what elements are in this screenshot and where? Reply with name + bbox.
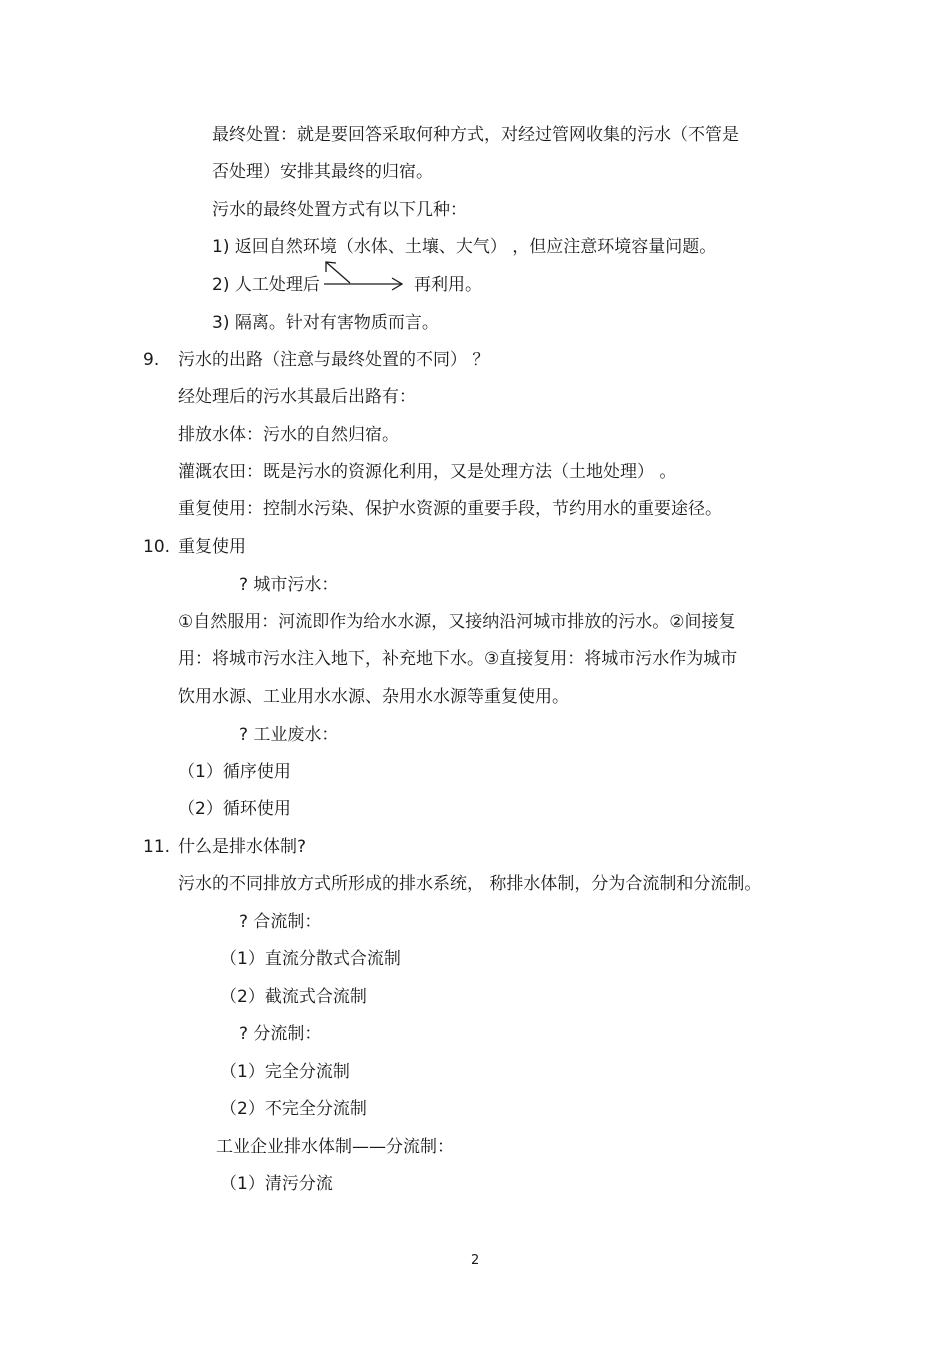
final-disposal-line-1: 最终处置：就是要回答采取何种方式，对经过管网收集的污水（不管是 [212, 125, 739, 145]
q10-title: 重复使用 [178, 537, 246, 557]
q11-industrial-item-1: （1）清污分流 [220, 1174, 333, 1194]
final-disposal-item-3: 3) 隔离。针对有害物质而言。 [212, 313, 439, 333]
q10-city-line-3: 饮用水源、工业用水水源、杂用水水源等重复使用。 [178, 687, 569, 707]
final-disposal-intro: 污水的最终处置方式有以下几种： [212, 200, 467, 220]
q10-industrial-item-2: （2）循环使用 [178, 799, 291, 819]
q10-number: 10. [143, 537, 171, 557]
q10-bullet-industrial: ? 工业废水： [239, 725, 339, 745]
q11-bullet-separate: ? 分流制： [239, 1024, 322, 1044]
q9-outlet-reuse: 重复使用：控制水污染、保护水资源的重要手段，节约用水的重要途径。 [178, 499, 722, 519]
q11-title: 什么是排水体制? [178, 837, 307, 857]
q10-city-line-2: 用：将城市污水注入地下，补充地下水。③直接复用：将城市污水作为城市 [178, 649, 738, 669]
q9-title: 污水的出路（注意与最终处置的不同） ？ [178, 350, 490, 370]
page-number: 2 [471, 1253, 480, 1268]
q11-definition: 污水的不同排放方式所形成的排水系统， 称排水体制，分为合流制和分流制。 [178, 874, 762, 894]
q11-industrial-system: 工业企业排水体制——分流制： [216, 1137, 454, 1157]
q11-number: 11. [143, 837, 171, 857]
final-disposal-item-1: 1) 返回自然环境（水体、土壤、大气） ，但应注意环境容量问题。 [212, 237, 717, 257]
q11-bullet-combined: ? 合流制： [239, 912, 322, 932]
reuse-arrow-icon [320, 256, 410, 296]
q11-combined-item-2: （2）截流式合流制 [220, 987, 367, 1007]
q9-outlet-irrigation: 灌溉农田：既是污水的资源化利用，又是处理方法（土地处理） 。 [178, 462, 677, 482]
final-disposal-item-2-start: 2) 人工处理后 [212, 275, 320, 295]
q9-intro: 经处理后的污水其最后出路有： [178, 387, 416, 407]
q10-city-line-1: ①自然服用：河流即作为给水水源，又接纳沿河城市排放的污水。②间接复 [178, 612, 736, 632]
q11-separate-item-2: （2）不完全分流制 [220, 1099, 367, 1119]
final-disposal-item-2-end: 再利用。 [414, 275, 482, 295]
q10-bullet-city-sewage: ? 城市污水： [239, 575, 339, 595]
q11-separate-item-1: （1）完全分流制 [220, 1062, 350, 1082]
q9-outlet-discharge: 排放水体：污水的自然归宿。 [178, 425, 399, 445]
q10-industrial-item-1: （1）循序使用 [178, 762, 291, 782]
q11-combined-item-1: （1）直流分散式合流制 [220, 949, 401, 969]
q9-number: 9. [143, 350, 160, 370]
final-disposal-line-2: 否处理）安排其最终的归宿。 [212, 162, 433, 182]
